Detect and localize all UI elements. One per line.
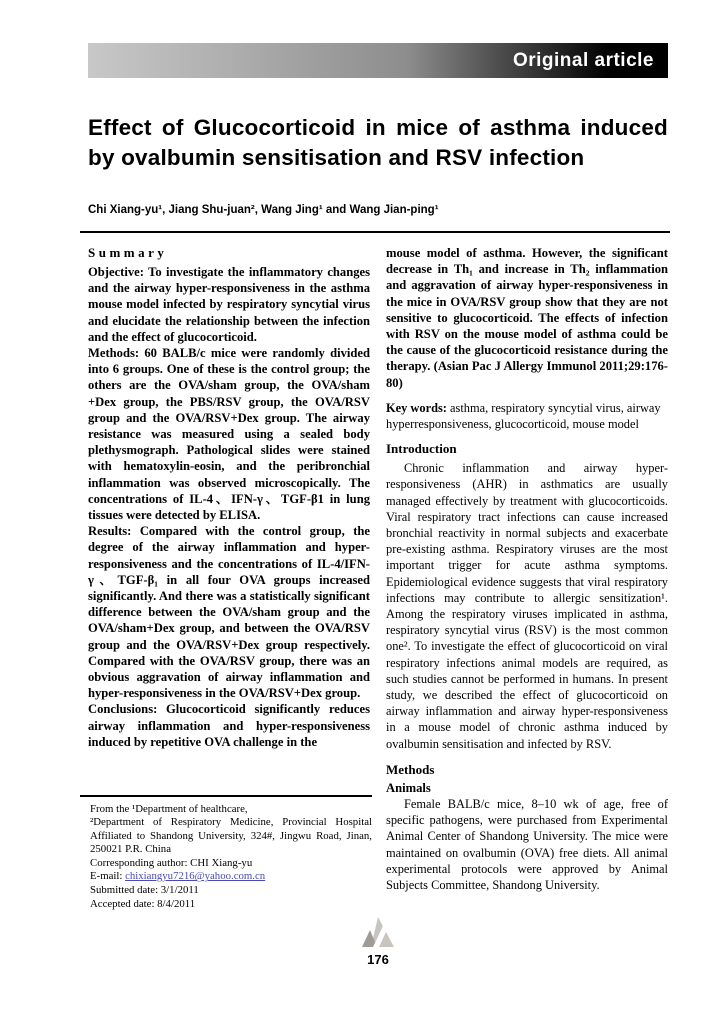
keywords-line (386, 400, 668, 432)
accepted-date: Accepted date: 8/4/2011 (90, 897, 196, 910)
journal-logo (361, 917, 395, 948)
footnote-divider (80, 795, 372, 797)
right-column (386, 245, 668, 893)
page-title: Effect of Glucocorticoid in mice of asthma induced by ovalbumin sensitisation and RSV infection (88, 115, 668, 171)
header-divider (80, 231, 670, 233)
email-label: E-mail: (90, 870, 126, 883)
animals-body: Female BALB/c mice, 8–10 wk of age, free of specific pathogens, were purchased from Experimental Animal Center of Shandong University. The mice were maintained on ovalbumin (OVA) free diets. All animal experimental protocols were approved by Animal Subjects Committee, Shandong University. (386, 796, 668, 892)
methods-heading: Methods (386, 761, 435, 777)
keywords-text: asthma, respiratory syncytial virus, airway hyperresponsiveness, glucocorticoid, mouse model (386, 400, 661, 432)
footnote-block (80, 795, 372, 911)
original-article-banner (88, 43, 668, 78)
banner-label: Original article (512, 49, 654, 71)
authors-line: Chi Xiang-yu¹, Jiang Shu-juan², Wang Jing¹ and Wang Jian-ping¹ (88, 204, 439, 216)
summary-heading: Summary (88, 245, 168, 260)
introduction-heading: Introduction (386, 441, 457, 457)
summary-conclusions: Conclusions: Glucocorticoid significantly reduces airway inflammation and hyper-responsiveness induced by repetitive OVA challenge in the (88, 702, 370, 749)
affiliation-2: ²Department of Respiratory Medicine, Provincial Hospital Affiliated to Shandong University, 324#, Jingwu Road, Jinan, 250021 P.R. China (90, 816, 372, 856)
email-line (80, 870, 372, 884)
introduction-body: Chronic inflammation and airway hyper-responsiveness (AHR) in asthmatics are usually managed effectively by treatment with glucocorticoids. Viral respiratory tract infections can cause increased bronchial reactivity in normal subjects and exacerbate pre-existing asthma. Respiratory viruses are the most important trigger for acute asthma symptoms. Epidemiological evidence suggests that viral respiratory infections may contribute to allergic sensitization¹. Among the respiratory viruses implicated in asthma, respiratory syncytial virus (RSV) is the most common one². To investigate the effect of glucocorticoid on viral respiratory infections animal models are required, as such studies cannot be performed in humans. In present study, we described the effect of glucocorticoid on airway inflammation and airway hyper-responsiveness in a mouse model of chronic asthma induced by ovalbumin sensitisation and infected by RSV. (386, 461, 668, 751)
submitted-date: Submitted date: 3/1/2011 (90, 884, 199, 897)
summary-continuation: mouse model of asthma. However, the significant decrease in Th₁ and increase in Th₂ inflammation and aggravation of airway hyper-responsiveness in the mice in OVA/RSV group show that they are not sensitive to glucocorticoid. The effects of infection with RSV on the mouse model of asthma could be the cause of the glucocorticoid resistance during the therapy. (Asian Pac J Allergy Immunol 2011;29:176-80) (386, 246, 668, 390)
summary-results: Results: Compared with the control group, the degree of the airway inflammation and hyper-responsiveness and the concentrations of IL-4/IFN-γ、TGF-β₁ in all four OVA groups increased significantly. And there was a statistically significant difference between the OVA/sham group and the OVA/sham+Dex group, and between the OVA/RSV group and the OVA/RSV+Dex group respectively. Compared with the OVA/RSV group, there was an obvious aggravation of airway inflammation and hyper-responsiveness in the OVA/RSV+Dex group. (88, 524, 370, 701)
page-number: 176 (367, 952, 389, 967)
affiliation-1: From the ¹Department of healthcare, (90, 802, 248, 815)
summary-methods: Methods: 60 BALB/c mice were randomly divided into 6 groups. One of these is the control group; the others are the OVA/sham group, the OVA/sham +Dex group, the PBS/RSV group, the OVA/RSV group and the OVA/RSV+Dex group. The airway resistance was measured using a sealed body plethysmograph. Pathological slides were stained with hematoxylin-eosin, and the peribronchial inflammation was observed microscopically. The concentrations of IL-4、IFN-γ、TGF-β1 in lung tissues were detected by ELISA. (88, 346, 370, 523)
corresponding-author: Corresponding author: CHI Xiang-yu (90, 856, 253, 869)
keywords-label: Key words: (386, 400, 447, 415)
email-link[interactable]: chixiangyu7216@yahoo.com.cn (125, 870, 266, 883)
summary-objective: Objective: To investigate the inflammatory changes and the airway hyper-responsiveness in the asthma mouse model infected by respiratory syncytial virus and elucidate the relationship between the infection and the effect of glucocorticoid. (88, 265, 370, 344)
animals-subheading: Animals (386, 780, 431, 795)
